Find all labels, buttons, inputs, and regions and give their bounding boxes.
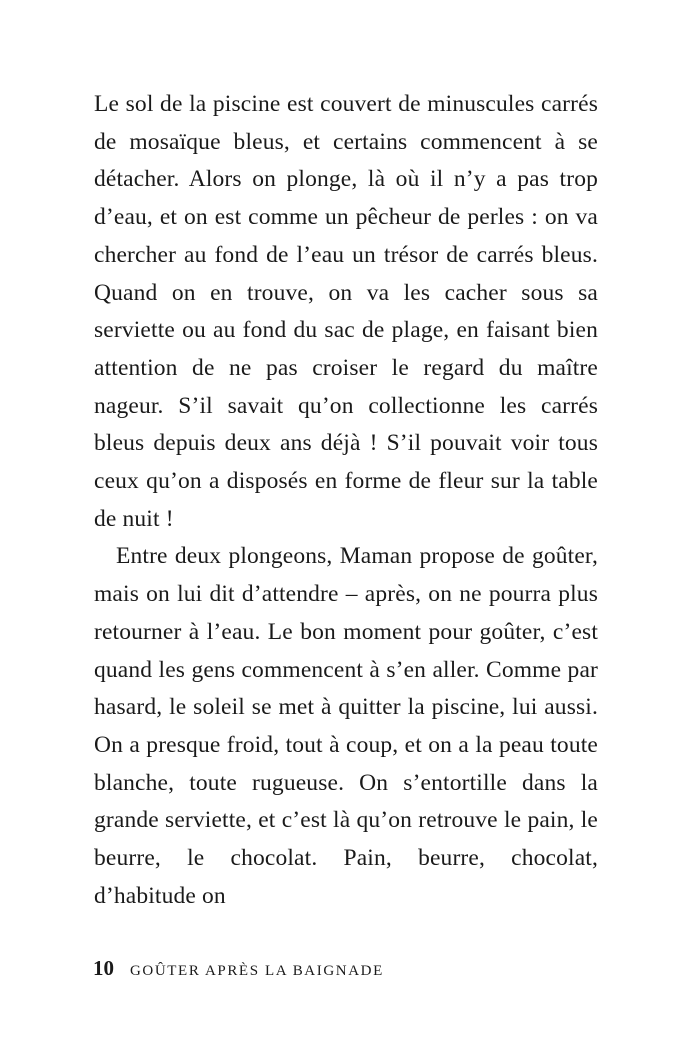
page-footer <box>93 956 384 981</box>
paragraph-1: Le sol de la piscine est couvert de minuscules carrés de mosaïque bleus, et certains commencent à se détacher. Alors on plonge, là où il n’y a pas trop d’eau, et on est comme un pêcheur de perles : on va chercher au fond de l’eau un trésor de carrés bleus. Quand on en trouve, on va les cacher sous sa serviette ou au fond du sac de plage, en faisant bien attention de ne pas croiser le regard du maître nageur. S’il savait qu’on collectionne les carrés bleus depuis deux ans déjà ! S’il pouvait voir tous ceux qu’on a disposés en forme de fleur sur la table de nuit ! <box>94 91 598 532</box>
paragraph-2: Entre deux plongeons, Maman propose de goûter, mais on lui dit d’attendre – après, on ne pourra plus retourner à l’eau. Le bon moment pour goûter, c’est quand les gens commencent à s’en aller. Comme par hasard, le soleil se met à quitter la piscine, lui aussi. On a presque froid, tout à coup, et on a la peau toute blanche, toute rugueuse. On s’entortille dans la grande serviette, et c’est là qu’on retrouve le pain, le beurre, le chocolat. Pain, beurre, chocolat, d’habitude on <box>94 543 598 909</box>
body-text <box>94 86 598 915</box>
page-number: 10 <box>93 956 114 980</box>
running-head: GOÛTER APRÈS LA BAIGNADE <box>130 963 384 979</box>
